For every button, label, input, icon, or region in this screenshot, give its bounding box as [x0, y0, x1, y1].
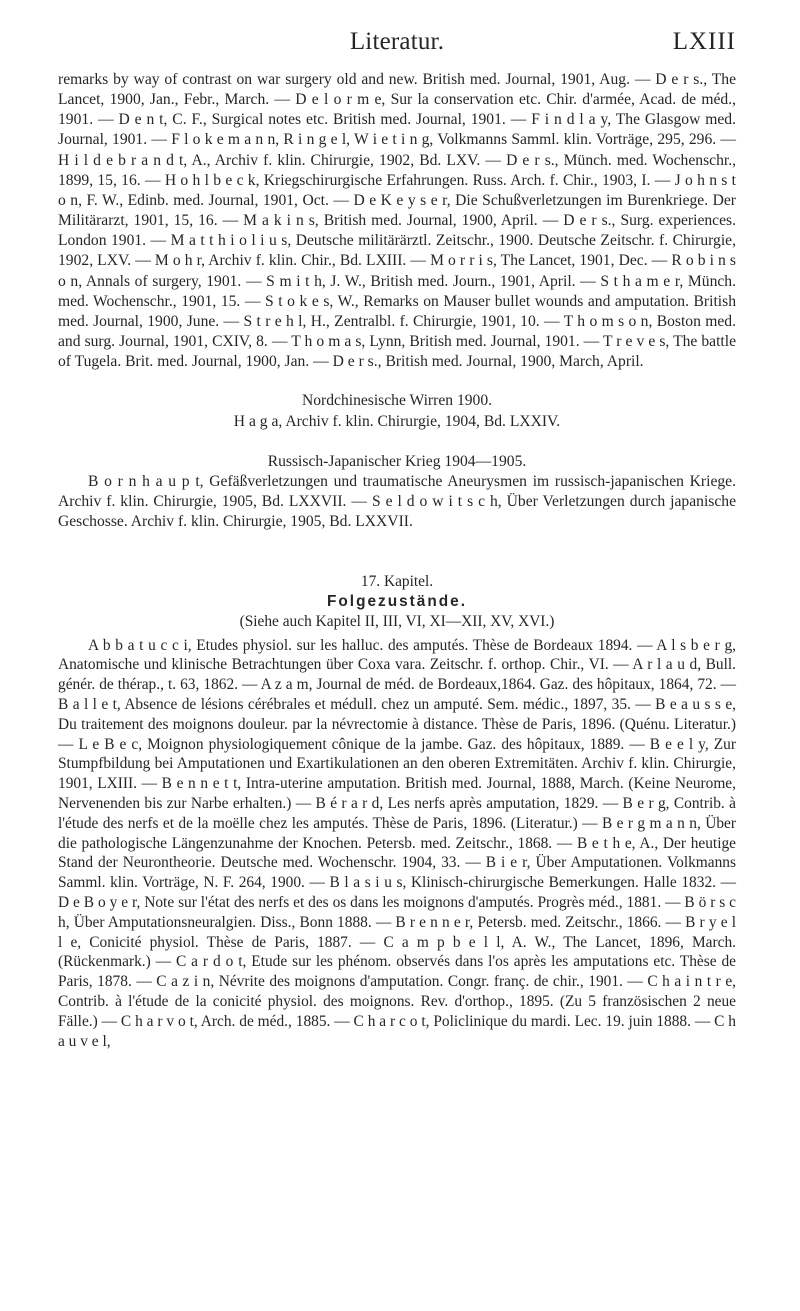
section-entries-russo-japanese: B o r n h a u p t, Gefäßverletzungen und traumatische Aneurysmen im russisch-japanischen Kriege. Archiv f. klin. Chirurgie, 1905, Bd. LXXVII. — S e l d o w i t s c h, Über Verletzungen durch japanische Geschosse. Archiv f. klin. Chirurgie, 1905, Bd. LXXVII.	[58, 472, 736, 531]
chapter-title: Folgezustände.	[326, 593, 468, 611]
bibliography-continued: remarks by way of contrast on war surgery old and new. British med. Journal, 1901, Aug. — D e r s., The Lancet, 1900, Jan., Febr., March. — D e l o r m e, Sur la conservation etc. Chir. d'armée, Acad. de méd., 1901. — D e n t, C. F., Surgical notes etc. British med. Journal, 1901. — F i n d l a y, The Glasgow med. Journal, 1901. — F l o k e m a n n, R i n g e l, W i e t i n g, Volkmanns Samml. klin. Vorträge, 295, 296. — H i l d e b r a n d t, A., Archiv f. klin. Chirurgie, 1902, Bd. LXV. — D e r s., Münch. med. Wochenschr., 1899, 15, 16. — H o h l b e c k, Kriegschirurgische Erfahrungen. Russ. Arch. f. Chir., 1903, I. — J o h n s t o n, F. W., Edinb. med. Journal, 1901, Oct. — D e K e y s e r, Die Schußverletzungen im Burenkriege. Der Militärarzt, 1901, 15, 16. — M a k i n s, British med. Journal, 1900, April. — D e r s., Surg. experiences. London 1901. — M a t t h i o l i u s, Deutsche militärärztl. Zeitschr., 1900. Deutsche Zeitschr. f. Chirurgie, 1902, LXV. — M o h r, Archiv f. klin. Chir., Bd. LXIII. — M o r r i s, The Lancet, 1901, Dec. — R o b i n s o n, Annals of surgery, 1901. — S m i t h, J. W., British med. Journ., 1901, April. — S t h a m e r, Münch. med. Wochenschr., 1901, 15. — S t o k e s, W., Remarks on Mauser bullet wounds and amputation. British med. Journal, 1900, June. — S t r e h l, H., Zentralbl. f. Chirurgie, 1901, 10. — T h o m s o n, Boston med. and surg. Journal, 1901, CXIV, 8. — T h o m a s, Lynn, British med. Journal, 1901. — T r e v e s, The battle of Tugela. Brit. med. Journal, 1900, Jan. — D e r s., British med. Journal, 1900, March, April.	[58, 71, 736, 371]
running-header	[58, 0, 736, 70]
chapter-bibliography: A b b a t u c c i, Etudes physiol. sur les halluc. des amputés. Thèse de Bordeaux 1894. — A l s b e r g, Anatomische und klinische Betrachtungen über Coxa vara. Zeitschr. f. orthop. Chir., VI. — A r l a u d, Bull. génér. de thérap., t. 63, 1862. — A z a m, Journal de méd. de Bordeaux,1864. Gaz. des hôpitaux, 1864, 72. — B a l l e t, Absence de lésions cérébrales et médull. chez un amputé. Sem. médic., 1897, 35. — B e a u s s e, Du traitement des moignons douleur. par la névrectomie à distance. Thèse de Paris, 1896. (Quénu. Literatur.) — L e B e c, Moignon physiologiquement cônique de la jambe. Gaz. des hôpitaux, 1889. — B e e l y, Zur Stumpfbildung bei Amputationen und Exartikulationen an den oberen Extremitäten. Archiv f. klin. Chirurgie, 1901, LXIII. — B e n n e t t, Intra-uterine amputation. British med. Journal, 1888, March. (Keine Neurome, Nervenenden bis zur Narbe erhalten.) — B é r a r d, Les nerfs après amputation, 1829. — B e r g, Contrib. à l'étude des nerfs et de la moëlle chez les amputés. Thèse de Paris, 1896. (Literatur.) — B e r g m a n n, Über die pathologische Längenzunahme der Knochen. Petersb. med. Zeitschr., 1868. — B e t h e, A., Der heutige Stand der Neurontheorie. Deutsche med. Wochenschr. 1904, 33. — B i e r, Über Amputationen. Volkmanns Samml. klin. Vorträge, N. F. 264, 1900. — B l a s i u s, Klinisch-chirurgische Bemerkungen. Halle 1832. — D e B o y e r, Note sur l'état des nerfs et des os dans les moignons d'amputés. Progrès méd., 1881. — B ö r s c h, Über Amputationsneuralgien. Diss., Bonn 1888. — B r e n n e r, Petersb. med. Zeitschr., 1866. — B r y e l l e, Conicité physiol. Thèse de Paris, 1887. — C a m p b e l l, A. W., The Lancet, 1896, March. (Rückenmark.) — C a r d o t, Etude sur les phénom. observés dans l'os après les amputations etc. Thèse de Paris, 1878. — C a z i n, Névrite des moignons d'amputation. Congr. franç. de chir., 1901. — C h a i n t r e, Contrib. à l'étude de la conicité physiol. des moignons. Rev. d'orthop., 1895. (Zu 5 französischen 2 neue Fälle.) — C h a r v o t, Arch. de méd., 1885. — C h a r c o t, Policlinique du mardi. Lec. 19. juin 1888. — C h a u v e l,	[58, 636, 736, 1050]
chapter-17	[58, 572, 736, 1051]
page-number: LXIII	[672, 28, 736, 55]
section-heading-north-china: Nordchinesische Wirren 1900.	[301, 392, 493, 410]
section-heading-russo-japanese: Russisch-Japanischer Krieg 1904—1905.	[267, 452, 527, 470]
section-north-china	[58, 391, 736, 431]
running-title: Literatur.	[349, 28, 445, 55]
section-entry-north-china: H a g a, Archiv f. klin. Chirurgie, 1904, Bd. LXXIV.	[233, 412, 561, 430]
chapter-see-also: (Siehe auch Kapitel II, III, VI, XI—XII, XV, XVI.)	[239, 612, 555, 630]
chapter-number: 17. Kapitel.	[360, 573, 434, 591]
section-russo-japanese	[58, 452, 736, 533]
